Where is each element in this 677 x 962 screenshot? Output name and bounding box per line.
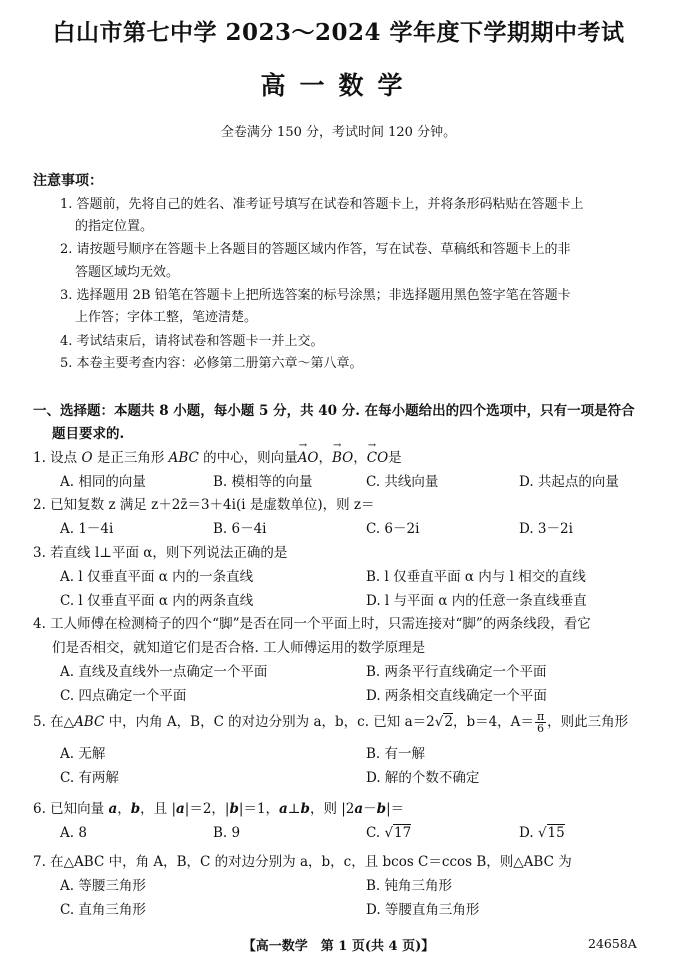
q5-option-a: A. 无解: [60, 746, 106, 762]
q5-option-d: D. 解的个数不确定: [366, 770, 480, 786]
q3-option-b: B. l 仅垂直平面 α 内与 l 相交的直线: [366, 569, 586, 585]
q2-option-b: B. 6－4i: [213, 521, 267, 537]
question-3: 3. 若直线 l⊥平面 α，则下列说法正确的是: [33, 545, 288, 561]
q2-option-a: A. 1－4i: [60, 521, 114, 537]
q7-option-b: B. 钝角三角形: [366, 878, 453, 894]
q5-option-b: B. 有一解: [366, 746, 426, 762]
q4-option-b: B. 两条平行直线确定一个平面: [366, 664, 547, 680]
q3-option-c: C. l 仅垂直平面 α 内的两条直线: [60, 593, 254, 609]
question-5: 5. 在△ABC 中，内角 A，B，C 的对边分别为 a，b，c. 已知 a＝2√2，b＝4，A＝ $\frac{\pi}{6}$ ，则此三角形: [33, 710, 629, 735]
q6-option-c: C. √17: [366, 825, 412, 841]
notice-item-2-cont: 答题区域均无效。: [75, 265, 180, 280]
q1-option-b: B. 模相等的向量: [213, 474, 313, 490]
question-4: 4. 工人师傅在检测椅子的四个“脚”是否在同一个平面上时，只需连接对“脚”的两条线段，看它: [33, 616, 591, 632]
q3-option-d: D. l 与平面 α 内的任意一条直线垂直: [366, 593, 587, 609]
q2-option-d: D. 3－2i: [519, 521, 573, 537]
sqrt-radical-icon: √: [384, 825, 394, 841]
vector-co: → CO: [367, 450, 388, 466]
q7-option-d: D. 等腰直角三角形: [366, 902, 480, 918]
q3-option-a: A. l 仅垂直平面 α 内的一条直线: [60, 569, 254, 585]
fraction-pi-over-6: $\frac{\pi}{6}$: [536, 710, 545, 735]
vector-bo: → BO: [332, 450, 353, 466]
notice-item-3-cont: 上作答；字体工整，笔迹清楚。: [75, 310, 258, 325]
vector-ao: → AO: [298, 450, 319, 466]
question-1: 1. 设点 O 是正三角形 ABC 的中心，则向量→ AO，→ BO，→ CO是: [33, 446, 402, 466]
notice-item-1: 1. 答题前，先将自己的姓名、准考证号填写在试卷和答题卡上，并将条形码粘贴在答题卡上: [60, 197, 584, 212]
sqrt-radical-icon: √: [434, 714, 444, 730]
notice-item-1-cont: 的指定位置。: [75, 219, 154, 234]
q4-option-d: D. 两条相交直线确定一个平面: [366, 688, 547, 704]
q1-option-a: A. 相同的向量: [60, 474, 146, 490]
q6-option-d: D. √15: [519, 825, 565, 841]
question-4-cont: 们是否相交，就知道它们是否合格. 工人师傅运用的数学原理是: [52, 640, 426, 656]
q2-option-c: C. 6－2i: [366, 521, 420, 537]
q7-option-c: C. 直角三角形: [60, 902, 146, 918]
q6-option-b: B. 9: [213, 825, 241, 841]
q5-option-c: C. 有两解: [60, 770, 119, 786]
notice-item-5: 5. 本卷主要考查内容：必修第二册第六章～第八章。: [60, 356, 363, 371]
exam-subject: 高一数学: [260, 71, 417, 100]
section-heading-cont: 题目要求的.: [52, 426, 125, 442]
q7-option-a: A. 等腰三角形: [60, 878, 146, 894]
q1-option-c: C. 共线向量: [366, 474, 439, 490]
exam-title: 白山市第七中学 2023～2024 学年度下学期期中考试: [52, 19, 625, 46]
notice-heading: 注意事项：: [33, 173, 103, 189]
notice-item-4: 4. 考试结束后，请将试卷和答题卡一并上交。: [60, 334, 324, 349]
question-2: 2. 已知复数 z 满足 z＋2z̄＝3＋4i(i 是虚数单位)，则 z＝: [33, 497, 375, 513]
question-7: 7. 在△ABC 中，角 A，B，C 的对边分别为 a，b，c，且 bcos C＝ccos B，则△ABC 为: [33, 854, 572, 870]
question-6: 6. 已知向量 a，b，且 |a|＝2，|b|＝1，a⊥b，则 |2a－b|＝: [33, 801, 405, 817]
q6-option-a: A. 8: [60, 825, 87, 841]
q1-option-d: D. 共起点的向量: [519, 474, 619, 490]
section-heading: 一、选择题：本题共 8 小题，每小题 5 分，共 40 分. 在每小题给出的四个选项中，只有一项是符合: [33, 403, 635, 419]
sqrt-radical-icon: √: [537, 825, 547, 841]
notice-item-2: 2. 请按题号顺序在答题卡上各题目的答题区域内作答，写在试卷、草稿纸和答题卡上的非: [60, 242, 571, 257]
exam-code: 24658A: [588, 936, 637, 951]
page-footer: 【高一数学 第 1 页(共 4 页)】: [242, 939, 435, 954]
notice-item-3: 3. 选择题用 2B 铅笔在答题卡上把所选答案的标号涂黑；非选择题用黑色签字笔在答题卡: [60, 288, 571, 303]
q4-option-c: C. 四点确定一个平面: [60, 688, 187, 704]
q4-option-a: A. 直线及直线外一点确定一个平面: [60, 664, 268, 680]
exam-info: 全卷满分 150 分，考试时间 120 分钟。: [220, 125, 457, 140]
